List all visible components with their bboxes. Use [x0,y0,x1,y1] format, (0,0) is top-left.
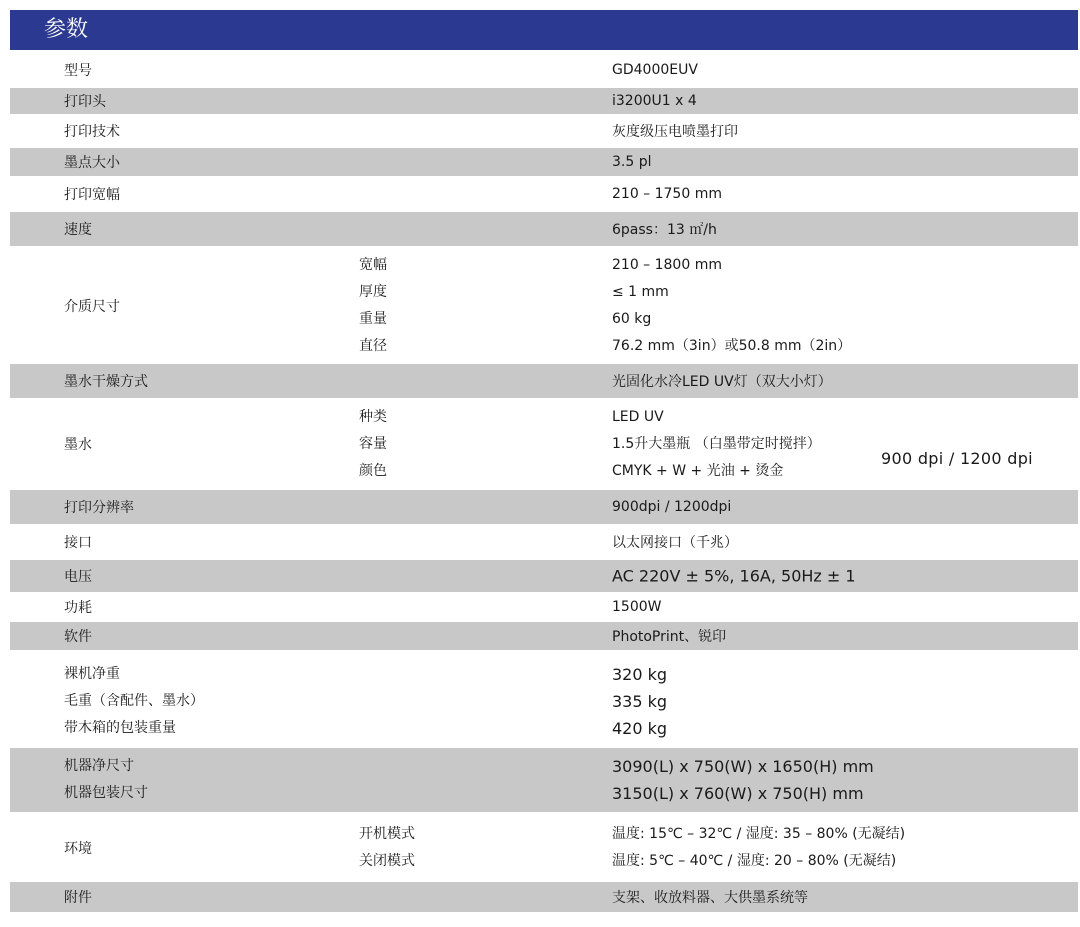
spec-value: 温度: 15℃ – 32℃ / 湿度: 35 – 80% (无凝结) [612,826,906,842]
spec-row-environment: 环境 开机模式 关闭模式 温度: 15℃ – 32℃ / 湿度: 35 – 80% (无凝结) 温度: 5℃ – 40℃ / 湿度: 20 – 80% (无凝结) [10,816,1078,880]
spec-value: 900dpi / 1200dpi [612,499,732,515]
spec-label: 介质尺寸 [64,299,120,315]
spec-label: 墨水 [64,437,92,453]
spec-value: 支架、收放料器、大供墨系统等 [612,890,808,906]
spec-label: 接口 [64,535,92,551]
spec-label: 软件 [64,629,92,645]
spec-label: 打印技术 [64,124,120,140]
spec-value: 420 kg [612,718,668,738]
spec-value: 以太网接口（千兆） [612,535,738,551]
spec-value: 335 kg [612,691,668,711]
page-header [10,10,1078,50]
spec-row-software [10,622,1078,650]
spec-value: 光固化水冷LED UV灯（双大小灯） [612,374,832,390]
spec-label: 型号 [64,63,92,79]
spec-value: GD4000EUV [612,62,698,78]
spec-label: 速度 [64,222,92,238]
spec-value: 1500W [612,599,662,615]
spec-value: 76.2 mm（3in）或50.8 mm（2in） [612,338,852,354]
spec-value: CMYK + W + 光油 + 烫金 [612,462,784,479]
spec-value: 3150(L) x 760(W) x 750(H) mm [612,784,864,803]
spec-row-dimensions: 机器净尺寸 机器包装尺寸 3090(L) x 750(W) x 1650(H) mm 3150(L) x 760(W) x 750(H) mm [10,748,1078,812]
spec-value: PhotoPrint、锐印 [612,629,727,645]
spec-value: 320 kg [612,664,668,684]
spec-value: 灰度级压电喷墨打印 [612,124,738,140]
spec-row-printhead [10,88,1078,114]
spec-row-technology [10,114,1078,148]
spec-label: 电压 [64,569,92,585]
spec-row-interface [10,524,1078,560]
spec-value: ≤ 1 mm [612,284,669,300]
spec-value: 210 – 1750 mm [612,186,722,202]
spec-value: 60 kg [612,311,652,327]
spec-value: AC 220V ± 5%, 16A, 50Hz ± 1 [612,566,856,586]
spec-value: 3090(L) x 750(W) x 1650(H) mm [612,757,874,776]
spec-value: 温度: 5℃ – 40℃ / 湿度: 20 – 80% (无凝结) [612,853,897,869]
spec-row-accessories [10,882,1078,912]
spec-row-dot-size [10,148,1078,176]
spec-row-voltage [10,560,1078,592]
spec-value: 210 – 1800 mm [612,257,722,273]
spec-row-drying [10,364,1078,398]
spec-label: 墨点大小 [64,155,120,171]
spec-row-media: 介质尺寸 宽幅 厚度 重量 直径 210 – 1800 mm ≤ 1 mm 60 kg 76.2 mm（3in）或50.8 mm（2in） [10,248,1078,364]
spec-label: 打印宽幅 [64,187,120,203]
spec-row-ink: 墨水 种类 容量 颜色 LED UV 1.5升大墨瓶 （白墨带定时搅拌） CMYK + W + 光油 + 烫金 [10,400,1078,488]
spec-value: 1.5升大墨瓶 （白墨带定时搅拌） [612,435,821,452]
spec-label: 墨水干燥方式 [64,374,148,390]
spec-row-weight: 裸机净重 毛重（含配件、墨水） 带木箱的包装重量 320 kg 335 kg 420 kg [10,656,1078,746]
spec-row-resolution [10,490,1078,524]
spec-row-model [10,54,1078,86]
spec-row-print-width [10,176,1078,212]
spec-value: i3200U1 x 4 [612,93,697,109]
ink-resolution-note: 900 dpi / 1200 dpi [881,449,1033,468]
spec-label: 打印分辨率 [64,500,134,516]
spec-row-power [10,592,1078,622]
spec-label: 打印头 [64,94,106,110]
header-title: 参数 [44,17,89,42]
spec-value: 6pass：13 ㎡/h [612,222,717,238]
spec-label: 环境 [64,841,92,857]
spec-row-speed [10,212,1078,246]
spec-label: 功耗 [64,600,92,616]
spec-value: 3.5 pl [612,154,652,170]
spec-label: 附件 [64,890,92,906]
spec-value: LED UV [612,408,664,425]
